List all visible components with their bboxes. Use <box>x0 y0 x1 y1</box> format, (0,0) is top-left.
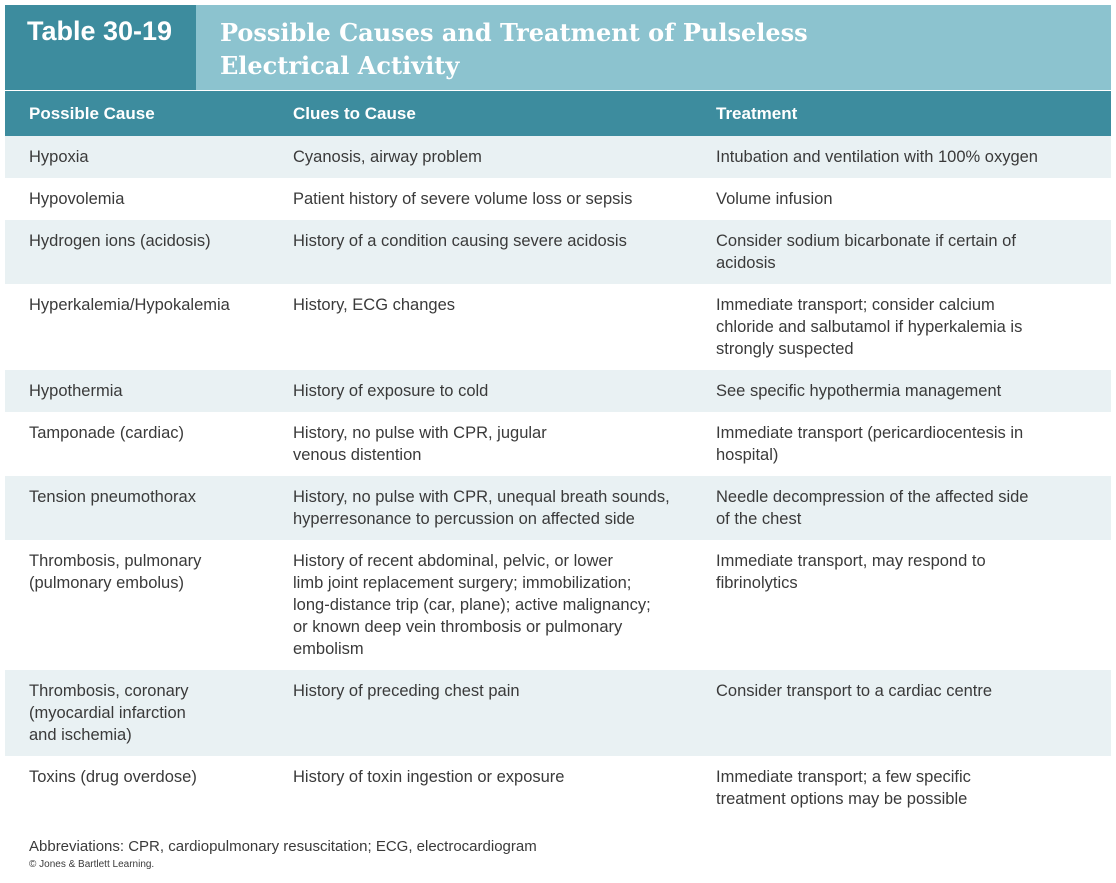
cell-text-line: (pulmonary embolus) <box>29 574 184 592</box>
cell-text-line: Immediate transport; consider calcium <box>716 296 995 314</box>
treatment-cell <box>716 370 1111 412</box>
cell-text-line: Consider sodium bicarbonate if certain of <box>716 232 1016 250</box>
treatment-cell <box>716 136 1111 178</box>
table-row <box>5 370 1111 412</box>
cell-text-line: hyperresonance to percussion on affected side <box>293 510 635 528</box>
cell-text-line: embolism <box>293 640 364 658</box>
cause-cell <box>5 136 268 178</box>
cell-text-line: Hypothermia <box>29 382 123 400</box>
cell-text-line: History, no pulse with CPR, unequal breath sounds, <box>293 488 670 506</box>
cell-text-line: limb joint replacement surgery; immobilization; <box>293 574 632 592</box>
table-title-bar <box>5 5 1111 90</box>
cause-cell <box>5 756 268 820</box>
cause-cell <box>5 370 268 412</box>
cell-text-line: Intubation and ventilation with 100% oxygen <box>716 148 1038 166</box>
copyright-notice: © Jones & Bartlett Learning. <box>29 859 155 870</box>
table-row <box>5 476 1111 540</box>
treatment-cell <box>716 540 1111 670</box>
pea-causes-table <box>5 91 1111 820</box>
treatment-cell <box>716 412 1111 476</box>
cell-text-line: fibrinolytics <box>716 574 798 592</box>
clues-cell <box>268 220 716 284</box>
cell-text-line: History, ECG changes <box>293 296 456 314</box>
cell-text-line: treatment options may be possible <box>716 790 968 808</box>
abbreviations-footnote: Abbreviations: CPR, cardiopulmonary resuscitation; ECG, electrocardiogram <box>29 838 537 855</box>
cause-cell <box>5 178 268 220</box>
cell-text-line: of the chest <box>716 510 802 528</box>
table-title-line-2: Electrical Activity <box>220 51 460 80</box>
cell-text-line: strongly suspected <box>716 340 854 358</box>
cell-text-line: Patient history of severe volume loss or sepsis <box>293 190 633 208</box>
treatment-cell <box>716 756 1111 820</box>
cause-cell <box>5 220 268 284</box>
cell-text-line: Hypoxia <box>29 148 89 166</box>
cell-text-line: long-distance trip (car, plane); active malignancy; <box>293 596 651 614</box>
table-number: Table 30-19 <box>5 5 196 90</box>
table-row <box>5 178 1111 220</box>
cell-text-line: History of toxin ingestion or exposure <box>293 768 565 786</box>
table-header-row <box>5 91 1111 136</box>
cell-text-line: (myocardial infarction <box>29 704 186 722</box>
cell-text-line: venous distention <box>293 446 422 464</box>
cell-text-line: chloride and salbutamol if hyperkalemia is <box>716 318 1023 336</box>
cell-text-line: History of exposure to cold <box>293 382 489 400</box>
clues-cell <box>268 670 716 756</box>
cell-text-line: Hydrogen ions (acidosis) <box>29 232 211 250</box>
treatment-cell <box>716 476 1111 540</box>
cause-cell <box>5 476 268 540</box>
cell-text-line: or known deep vein thrombosis or pulmonary <box>293 618 623 636</box>
cause-cell <box>5 412 268 476</box>
cell-text-line: Thrombosis, pulmonary <box>29 552 202 570</box>
treatment-cell <box>716 220 1111 284</box>
clues-cell <box>268 136 716 178</box>
table-row <box>5 540 1111 670</box>
clues-cell <box>268 412 716 476</box>
cell-text-line: Immediate transport (pericardiocentesis in <box>716 424 1024 442</box>
table-title-line-1: Possible Causes and Treatment of Pulseless <box>220 18 808 47</box>
treatment-cell <box>716 670 1111 756</box>
treatment-cell <box>716 284 1111 370</box>
column-header-treatment: Treatment <box>716 103 798 123</box>
cell-text-line: Cyanosis, airway problem <box>293 148 482 166</box>
cell-text-line: History of a condition causing severe acidosis <box>293 232 627 250</box>
cell-text-line: Tamponade (cardiac) <box>29 424 184 442</box>
table-row <box>5 220 1111 284</box>
cell-text-line: hospital) <box>716 446 779 464</box>
cell-text-line: Immediate transport, may respond to <box>716 552 986 570</box>
cell-text-line: Thrombosis, coronary <box>29 682 189 700</box>
table-row <box>5 136 1111 178</box>
column-header-cause: Possible Cause <box>29 103 155 123</box>
clues-cell <box>268 284 716 370</box>
cell-text-line: History, no pulse with CPR, jugular <box>293 424 547 442</box>
column-header-clues: Clues to Cause <box>293 103 416 123</box>
cell-text-line: Hyperkalemia/Hypokalemia <box>29 296 230 314</box>
clues-cell <box>268 540 716 670</box>
clues-cell <box>268 370 716 412</box>
treatment-cell <box>716 178 1111 220</box>
cause-cell <box>5 670 268 756</box>
cell-text-line: Immediate transport; a few specific <box>716 768 971 786</box>
clues-cell <box>268 178 716 220</box>
clues-cell <box>268 476 716 540</box>
cell-text-line: See specific hypothermia management <box>716 382 1002 400</box>
cell-text-line: Tension pneumothorax <box>29 488 196 506</box>
cell-text-line: and ischemia) <box>29 726 132 744</box>
cell-text-line: Toxins (drug overdose) <box>29 768 197 786</box>
cause-cell <box>5 284 268 370</box>
cause-cell <box>5 540 268 670</box>
table-title <box>196 5 1111 90</box>
cell-text-line: Volume infusion <box>716 190 833 208</box>
cell-text-line: Needle decompression of the affected side <box>716 488 1029 506</box>
table-row <box>5 284 1111 370</box>
cell-text-line: History of preceding chest pain <box>293 682 520 700</box>
table-row <box>5 756 1111 820</box>
cell-text-line: acidosis <box>716 254 776 272</box>
cell-text-line: Consider transport to a cardiac centre <box>716 682 993 700</box>
cell-text-line: History of recent abdominal, pelvic, or lower <box>293 552 614 570</box>
table-row <box>5 412 1111 476</box>
cell-text-line: Hypovolemia <box>29 190 125 208</box>
clues-cell <box>268 756 716 820</box>
table-row <box>5 670 1111 756</box>
